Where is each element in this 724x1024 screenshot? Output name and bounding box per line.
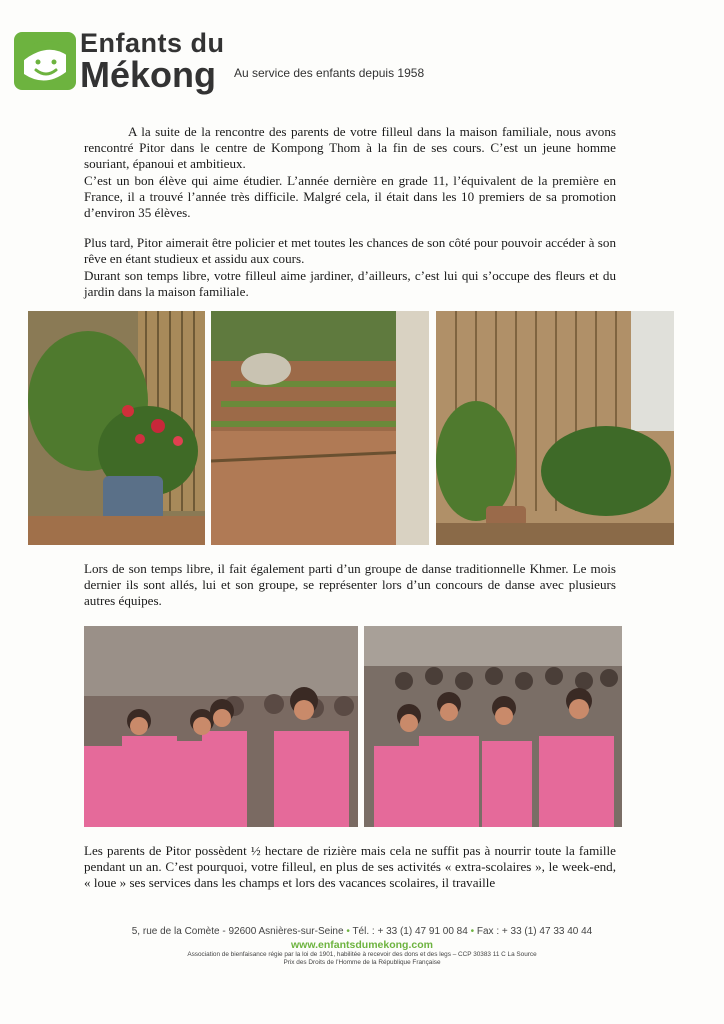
photo-dance-group-1 [84, 626, 358, 827]
footer-contact [0, 926, 724, 937]
photo-flower-garden [28, 311, 205, 545]
dance-text-block [84, 561, 616, 610]
footer-address: 5, rue de la Comète - 92600 Asnières-sur-Seine [131, 926, 344, 937]
paragraph-gardening: Durant son temps libre, votre filleul aime jardiner, d’ailleurs, c’est lui qui s’occupe des fleurs et du jardin dans la maison familiale. [84, 267, 616, 299]
paragraph-dance: Lors de son temps libre, il fait également parti d’un groupe de danse traditionnelle Khmer. Le mois dernier ils sont allés, lui et son groupe, se représenter lors d’un concours de danse avec plusieurs autres équipes. [84, 561, 616, 609]
paragraph-family: Les parents de Pitor possèdent ½ hectare de rizière mais cela ne suffit pas à nourrir toute la famille pendant un an. C’est pourquoi, votre filleul, en plus de ses activités « extra-scolaires », le week-end, « loue » ses services dans les champs et lors des vacances scolaires, il travaille [84, 843, 616, 891]
brand-line-2: Mékong [80, 54, 217, 95]
photo-dance-group-2 [364, 626, 622, 827]
footer-fax: Fax : + 33 (1) 47 33 40 44 [476, 926, 593, 937]
brand-line-1: Enfants du [80, 28, 225, 58]
intro-text-block [84, 124, 616, 300]
footer-tel: Tél. : + 33 (1) 47 91 00 84 [352, 926, 468, 937]
tagline: Au service des enfants depuis 1958 [234, 66, 425, 80]
footer-separator: • [470, 926, 475, 937]
paragraph-meeting: A la suite de la rencontre des parents de votre filleul dans la maison familiale, nous avons rencontré Pitor dans le centre de Kompong Thom à la fin de ses cours. C’est un jeune homme souriant, épanoui et ambitieux. [84, 124, 616, 172]
photo-potted-plants [436, 311, 674, 545]
paragraph-ambition: Plus tard, Pitor aimerait être policier et met toutes les chances de son côté pour pouvoir accéder à son rêve en étant studieux et assidu aux cours. [84, 235, 616, 267]
footer-separator: • [346, 926, 350, 937]
footer-website-link[interactable]: www.enfantsdumekong.com [291, 939, 433, 951]
footer-legal-2: Prix des Droits de l’Homme de la République Française [283, 959, 441, 966]
enfants-du-mekong-logo-icon [14, 32, 76, 90]
photo-vegetable-beds [211, 311, 429, 545]
footer-legal-1: Association de bienfaisance régie par la loi de 1901, habilitée à recevoir des dons et des legs – CCP 30383 11 C La Source [187, 951, 537, 958]
paragraph-student: C’est un bon élève qui aime étudier. L’année dernière en grade 11, l’équivalent de la première en France, il a trouvé l’année très difficile. Malgré cela, il était dans les 10 premiers de sa promotion d’environ 35 élèves. [84, 172, 616, 221]
brand-name [80, 30, 225, 93]
family-text-block [84, 843, 616, 892]
